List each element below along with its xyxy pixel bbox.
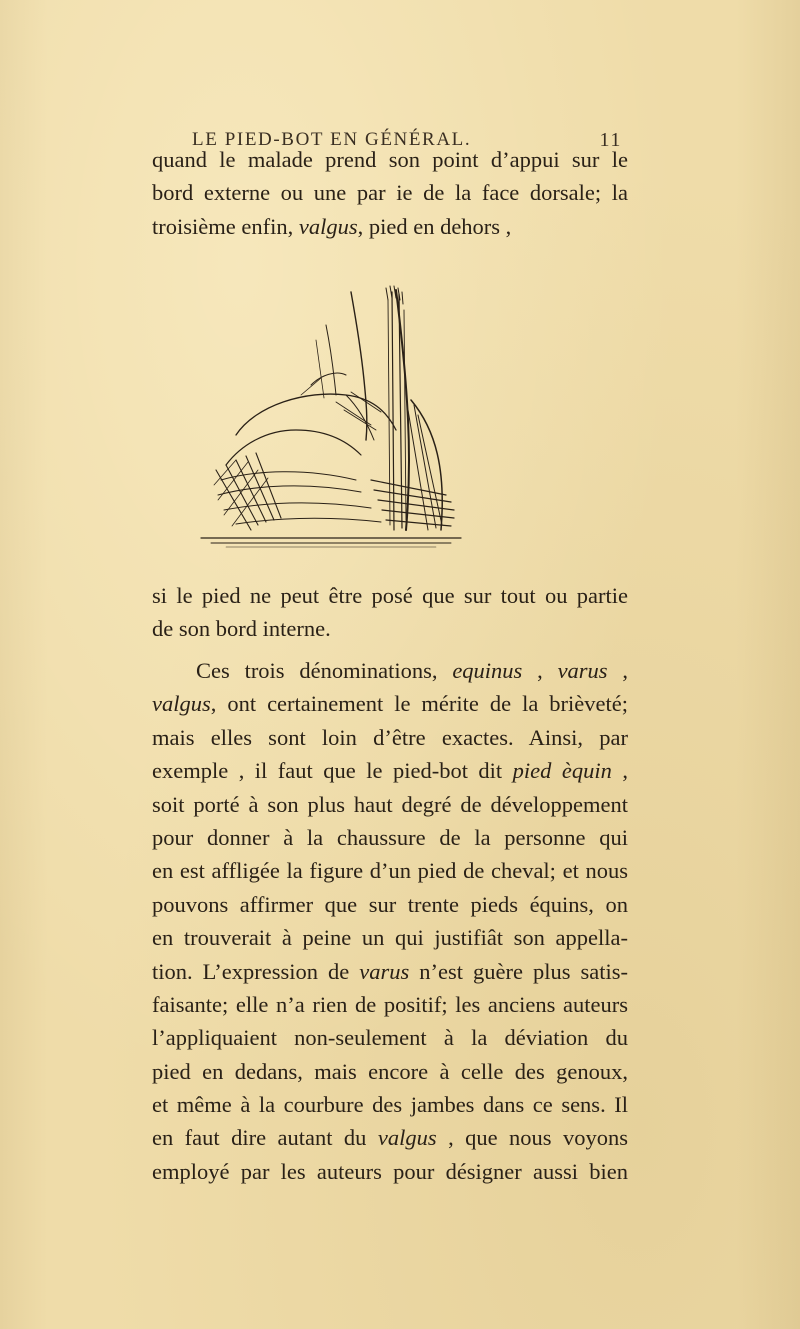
page-number: 11 — [599, 129, 622, 151]
text-line: quand le malade prend son point d’appui sur le — [152, 147, 628, 172]
text-line: pour donner à la chaussure de la personne qui — [152, 824, 628, 850]
text-line: en faut dire autant du valgus , que nous voyons — [152, 1125, 628, 1151]
running-head-title: LE PIED-BOT EN GÉNÉRAL. — [192, 129, 472, 150]
text-line: Ces trois dénominations, equinus , varus , — [196, 658, 628, 683]
text-line: tion. L’expression de varus n’est guère plus satis- — [152, 958, 628, 984]
paragraph-2 — [152, 579, 628, 646]
text-line: troisième enfin, valgus, pied en dehors , — [152, 213, 512, 239]
text-line: en trouverait à peine un qui justifiât son appella- — [152, 925, 628, 951]
text-line: en est affligée la figure d’un pied de cheval; et nous — [152, 858, 628, 884]
text-line: faisante; elle n’a rien de positif; les anciens auteurs — [152, 991, 628, 1017]
text-line: soit porté à son plus haut degré de développement — [152, 791, 628, 817]
text-line: bord externe ou une par ie de la face dorsale; la — [152, 180, 628, 206]
text-line: employé par les auteurs pour désigner aussi bien — [152, 1158, 628, 1184]
valgus-foot-engraving — [196, 280, 481, 555]
text-line: mais elles sont loin d’être exactes. Ainsi, par — [152, 724, 628, 750]
paragraph-3 — [152, 654, 628, 1188]
text-line: de son bord interne. — [152, 616, 331, 642]
text-line: et même à la courbure des jambes dans ce sens. Il — [152, 1092, 628, 1118]
text-line: valgus, ont certainement le mérite de la brièveté; — [152, 691, 628, 717]
text-line: si le pied ne peut être posé que sur tout ou partie — [152, 583, 628, 608]
text-line: pouvons affirmer que sur trente pieds équins, on — [152, 891, 628, 917]
text-line: pied en dedans, mais encore à celle des genoux, — [152, 1058, 628, 1084]
text-line: l’appliquaient non-seulement à la déviation du — [152, 1025, 628, 1051]
paragraph-1 — [152, 143, 628, 243]
text-line: exemple , il faut que le pied-bot dit pied èquin , — [152, 758, 628, 784]
foot-illustration — [196, 280, 481, 555]
